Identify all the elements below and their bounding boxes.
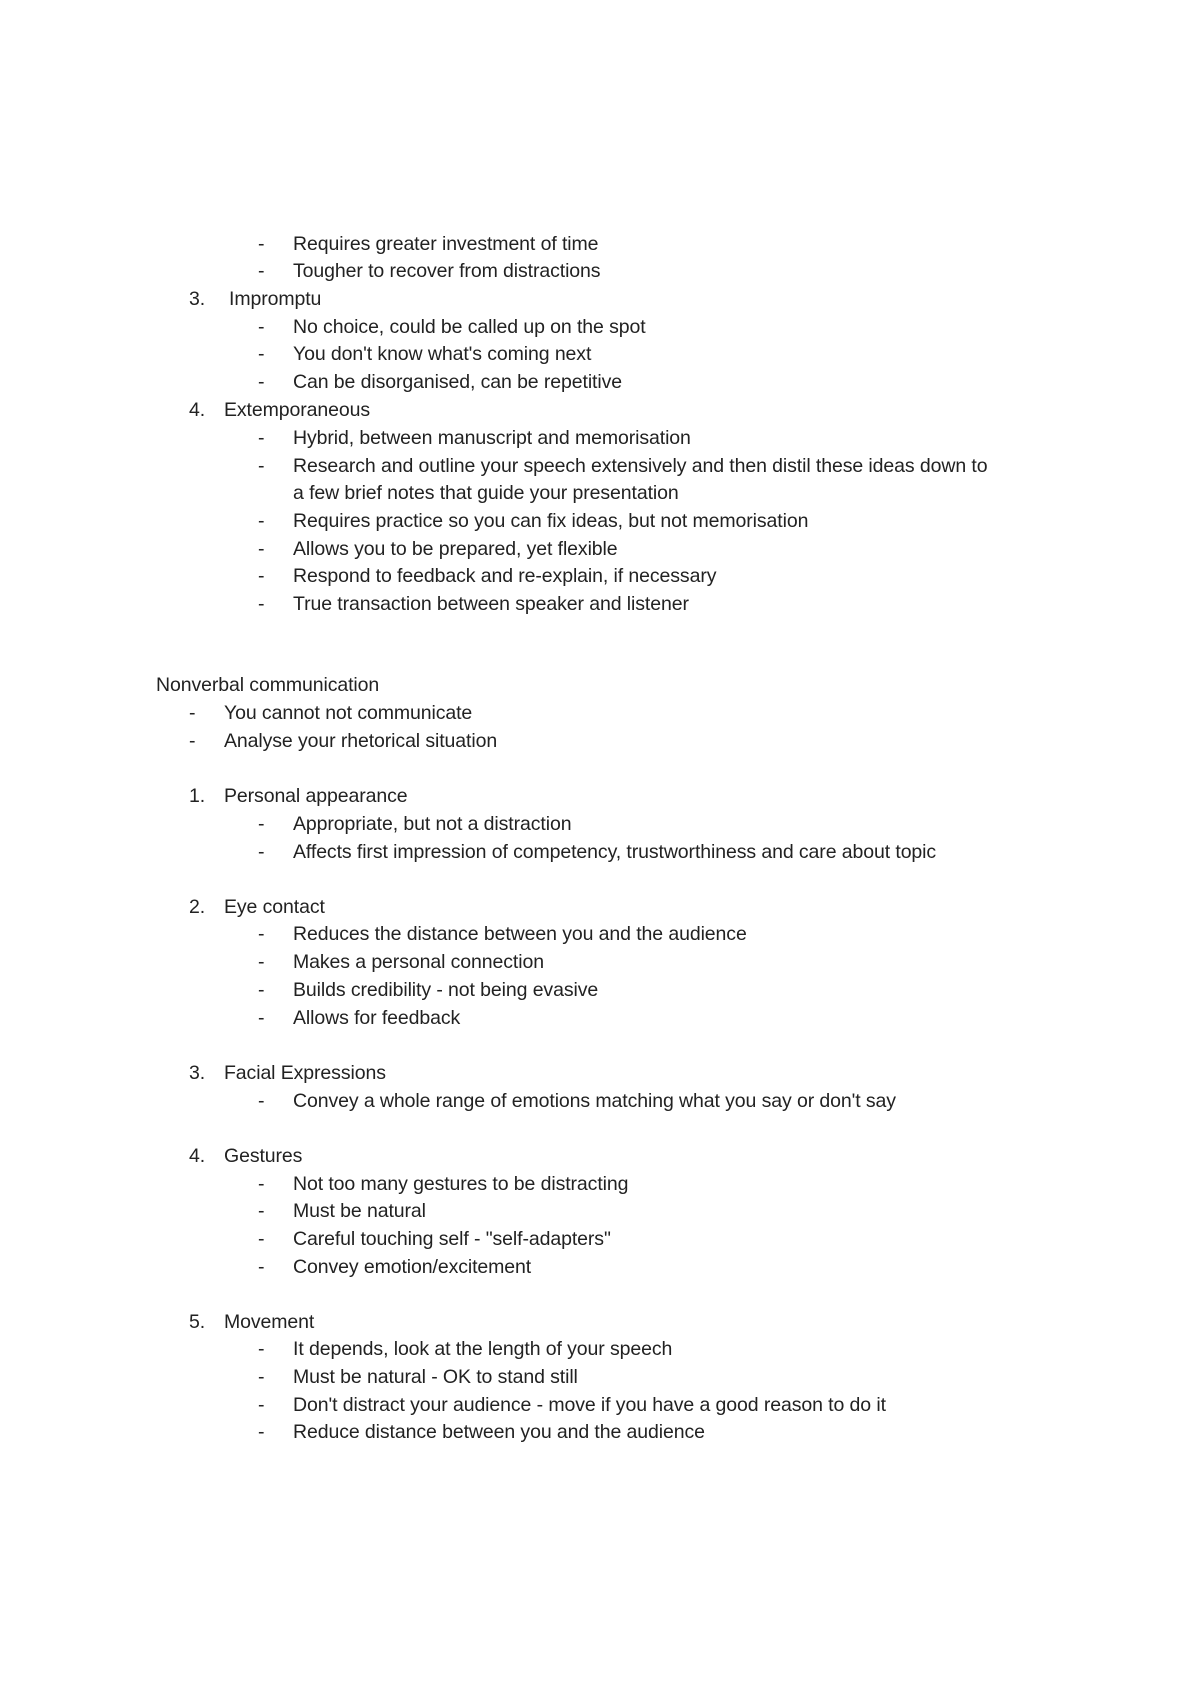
dash-bullet: -: [258, 951, 265, 973]
line-text: Requires practice so you can fix ideas, but not memorisation: [293, 510, 809, 532]
line-text: Convey a whole range of emotions matching what you say or don't say: [293, 1090, 896, 1112]
line-text: Convey emotion/excitement: [293, 1256, 532, 1278]
line-text: Allows for feedback: [293, 1007, 461, 1029]
line-text: Reduce distance between you and the audience: [293, 1421, 705, 1443]
dash-bullet: -: [189, 730, 196, 752]
dash-bullet: -: [258, 371, 265, 393]
line-text: No choice, could be called up on the spot: [293, 316, 646, 338]
line-text: Eye contact: [224, 896, 325, 918]
line-text: Makes a personal connection: [293, 951, 544, 973]
line-text: You don't know what's coming next: [293, 343, 592, 365]
line-text: Careful touching self - "self-adapters": [293, 1228, 611, 1250]
dash-bullet: -: [258, 510, 265, 532]
dash-bullet: -: [258, 979, 265, 1001]
dash-bullet: -: [258, 316, 265, 338]
line-text: Requires greater investment of time: [293, 233, 599, 255]
line-text: Tougher to recover from distractions: [293, 260, 601, 282]
dash-bullet: -: [258, 538, 265, 560]
line-text: Appropriate, but not a distraction: [293, 813, 572, 835]
line-text: Impromptu: [229, 288, 322, 310]
line-text: Can be disorganised, can be repetitive: [293, 371, 622, 393]
line-text: Extemporaneous: [224, 399, 371, 421]
line-text: Gestures: [224, 1145, 303, 1167]
line-text: Respond to feedback and re-explain, if necessary: [293, 565, 717, 587]
list-number: 3.: [189, 288, 206, 310]
line-text: Movement: [224, 1311, 315, 1333]
dash-bullet: -: [258, 1421, 265, 1443]
line-text: Must be natural - OK to stand still: [293, 1366, 578, 1388]
line-text: a few brief notes that guide your presentation: [293, 482, 679, 504]
dash-bullet: -: [258, 1173, 265, 1195]
dash-bullet: -: [258, 427, 265, 449]
line-text: You cannot not communicate: [224, 702, 473, 724]
dash-bullet: -: [258, 593, 265, 615]
list-number: 4.: [189, 1145, 206, 1167]
line-text: Personal appearance: [224, 785, 408, 807]
dash-bullet: -: [258, 455, 265, 477]
line-text: Research and outline your speech extensively and then distil these ideas down to: [293, 455, 988, 477]
line-text: Not too many gestures to be distracting: [293, 1173, 629, 1195]
dash-bullet: -: [258, 1200, 265, 1222]
dash-bullet: -: [258, 343, 265, 365]
dash-bullet: -: [258, 1338, 265, 1360]
dash-bullet: -: [258, 1394, 265, 1416]
dash-bullet: -: [258, 813, 265, 835]
list-number: 1.: [189, 785, 206, 807]
dash-bullet: -: [258, 565, 265, 587]
dash-bullet: -: [258, 1007, 265, 1029]
line-text: Must be natural: [293, 1200, 426, 1222]
line-text: Affects first impression of competency, trustworthiness and care about topic: [293, 841, 937, 863]
line-text: Nonverbal communication: [156, 674, 380, 696]
dash-bullet: -: [258, 1228, 265, 1250]
line-text: Reduces the distance between you and the audience: [293, 923, 747, 945]
list-number: 5.: [189, 1311, 206, 1333]
dash-bullet: -: [189, 702, 196, 724]
list-number: 3.: [189, 1062, 206, 1084]
dash-bullet: -: [258, 260, 265, 282]
dash-bullet: -: [258, 233, 265, 255]
dash-bullet: -: [258, 1090, 265, 1112]
list-number: 2.: [189, 896, 206, 918]
line-text: Builds credibility - not being evasive: [293, 979, 599, 1001]
line-text: Analyse your rhetorical situation: [224, 730, 498, 752]
dash-bullet: -: [258, 1366, 265, 1388]
line-text: Allows you to be prepared, yet flexible: [293, 538, 618, 560]
line-text: It depends, look at the length of your speech: [293, 1338, 673, 1360]
line-text: Don't distract your audience - move if you have a good reason to do it: [293, 1394, 886, 1416]
dash-bullet: -: [258, 923, 265, 945]
line-text: True transaction between speaker and listener: [293, 593, 689, 615]
dash-bullet: -: [258, 841, 265, 863]
line-text: Hybrid, between manuscript and memorisation: [293, 427, 691, 449]
line-text: Facial Expressions: [224, 1062, 386, 1084]
list-number: 4.: [189, 399, 206, 421]
dash-bullet: -: [258, 1256, 265, 1278]
